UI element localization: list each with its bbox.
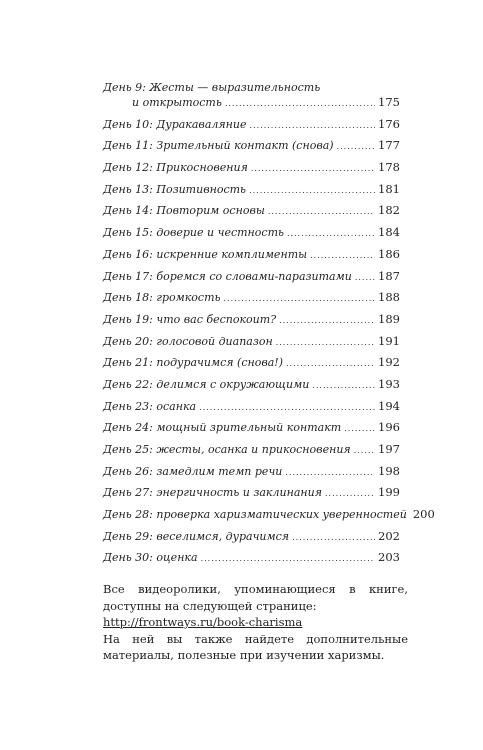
toc-entry-day-17[interactable]: [103, 269, 400, 283]
dot-leader: [276, 336, 375, 350]
toc-entry-page: 199: [378, 485, 400, 500]
toc-entry-label: День 26: замедлим темп речи: [103, 464, 283, 478]
toc-entry-page: 191: [378, 333, 400, 348]
toc-entry-label: День 22: делимся с окружающими: [103, 377, 310, 391]
toc-entry-page: 187: [378, 268, 400, 283]
toc-entry-page: 184: [378, 225, 400, 240]
toc-entry-page: 182: [378, 203, 400, 218]
toc-entry-page: 193: [378, 376, 400, 391]
dot-leader: [268, 205, 375, 219]
toc-entry-label: День 28: проверка харизматических уверенностей: [103, 508, 407, 522]
note-paragraph-videos: Все видеоролики, упоминающиеся в книге, доступны на следующей странице:: [103, 582, 408, 613]
dot-leader: [279, 314, 375, 328]
dot-leader: [344, 422, 375, 436]
toc-entry-day-21[interactable]: [103, 355, 400, 369]
toc-entry-day-28[interactable]: [103, 507, 435, 522]
dot-leader: [310, 249, 375, 263]
toc-entry-label: День 21: подурачимся (снова!): [103, 356, 284, 370]
toc-entry-label: День 23: осанка: [103, 399, 197, 413]
book-charisma-link[interactable]: http://frontways.ru/book-charisma: [103, 615, 303, 629]
toc-entry-label: День 19: что вас беспокоит?: [103, 312, 277, 326]
toc-entry-day-15[interactable]: [103, 225, 400, 239]
toc-entry-label: День 12: Прикосновения: [103, 161, 248, 175]
toc-entry-label: День 14: Повторим основы: [103, 204, 265, 218]
toc-entry-label: День 29: веселимся, дурачимся: [103, 529, 290, 543]
toc-entry-page: 177: [378, 138, 400, 153]
dot-leader: [250, 119, 376, 133]
toc-entry-day-9-line1: [103, 81, 400, 95]
toc-entry-label: День 18: громкость: [103, 291, 221, 305]
dot-leader: [292, 531, 375, 545]
toc-entry-page: 178: [378, 160, 400, 175]
dot-leader: [251, 162, 375, 176]
toc-entry-day-10[interactable]: [103, 117, 400, 131]
toc-entry-page: 197: [378, 442, 400, 456]
toc-entry-day-27[interactable]: [103, 485, 400, 499]
dot-leader: [312, 379, 375, 393]
toc-entry-day-26[interactable]: [103, 464, 400, 478]
toc-entry-page: 192: [378, 355, 400, 370]
toc-entry-label: День 25: жесты, осанка и прикосновения: [103, 443, 351, 456]
toc-entry-label: День 15: доверие и честность: [103, 226, 284, 240]
toc-entry-label: День 17: боремся со словами-паразитами: [103, 269, 352, 283]
toc-entry-page: 203: [378, 550, 400, 565]
toc-entry-day-19[interactable]: [103, 312, 400, 326]
toc-entry-label: День 9: Жесты — выразительность: [103, 81, 321, 94]
toc-entry-page: 196: [378, 420, 400, 435]
toc-entry-label: День 10: Дуракаваляние: [103, 117, 247, 131]
dot-leader: [286, 357, 375, 371]
note-paragraph-materials: На ней вы также найдете дополнительные материалы, полезные при изучении харизмы.: [103, 631, 408, 662]
toc-entry-label: и открытость: [132, 96, 222, 109]
toc-entry-day-23[interactable]: [103, 399, 400, 413]
toc-entry-page: 189: [378, 311, 400, 326]
toc-entry-label: День 24: мощный зрительный контакт: [103, 421, 342, 435]
toc-entry-page: 186: [378, 246, 400, 261]
dot-leader: [354, 444, 375, 458]
toc-entry-label: День 20: голосовой диапазон: [103, 334, 273, 348]
toc-entry-day-25[interactable]: [103, 442, 400, 456]
toc-entry-day-24[interactable]: [103, 420, 400, 434]
toc-entry-page: 181: [378, 181, 400, 196]
dot-leader: [325, 487, 375, 501]
toc-entry-label: День 27: энергичность и заклинания: [103, 486, 322, 500]
toc-entry-day-20[interactable]: [103, 334, 400, 348]
toc-entry-day-11[interactable]: [103, 138, 400, 152]
dot-leader: [355, 271, 375, 285]
dot-leader: [337, 140, 375, 154]
toc-entry-day-12[interactable]: [103, 160, 400, 174]
toc-entry-day-13[interactable]: [103, 182, 400, 196]
toc-entry-day-9[interactable]: [103, 95, 400, 109]
dot-leader: [224, 292, 376, 306]
toc-entry-page: 175: [378, 95, 400, 109]
toc-entry-label: День 13: Позитивность: [103, 182, 247, 196]
toc-entry-label: День 16: искренние комплименты: [103, 247, 308, 261]
toc-entry-page: 188: [378, 290, 400, 305]
toc-entry-day-18[interactable]: [103, 290, 400, 304]
dot-leader: [225, 97, 375, 111]
dot-leader: [285, 466, 375, 480]
toc-entry-page: 202: [378, 528, 400, 543]
toc-entry-day-30[interactable]: [103, 550, 400, 564]
dot-leader: [249, 184, 375, 198]
toc-entry-day-16[interactable]: [103, 247, 400, 261]
toc-entry-page: 194: [378, 398, 400, 413]
table-of-contents: [103, 81, 435, 572]
dot-leader: [201, 552, 375, 566]
toc-entry-page: 198: [378, 463, 400, 478]
toc-entry-day-29[interactable]: [103, 529, 400, 543]
toc-entry-page: 176: [378, 116, 400, 131]
toc-entry-label: День 30: оценка: [103, 551, 198, 565]
toc-entry-page: 200: [412, 507, 435, 522]
toc-entry-label: День 11: Зрительный контакт (снова): [103, 139, 334, 153]
video-note: [103, 581, 408, 664]
toc-entry-day-22[interactable]: [103, 377, 400, 391]
dot-leader: [199, 401, 375, 415]
dot-leader: [287, 227, 375, 241]
toc-entry-day-14[interactable]: [103, 203, 400, 217]
